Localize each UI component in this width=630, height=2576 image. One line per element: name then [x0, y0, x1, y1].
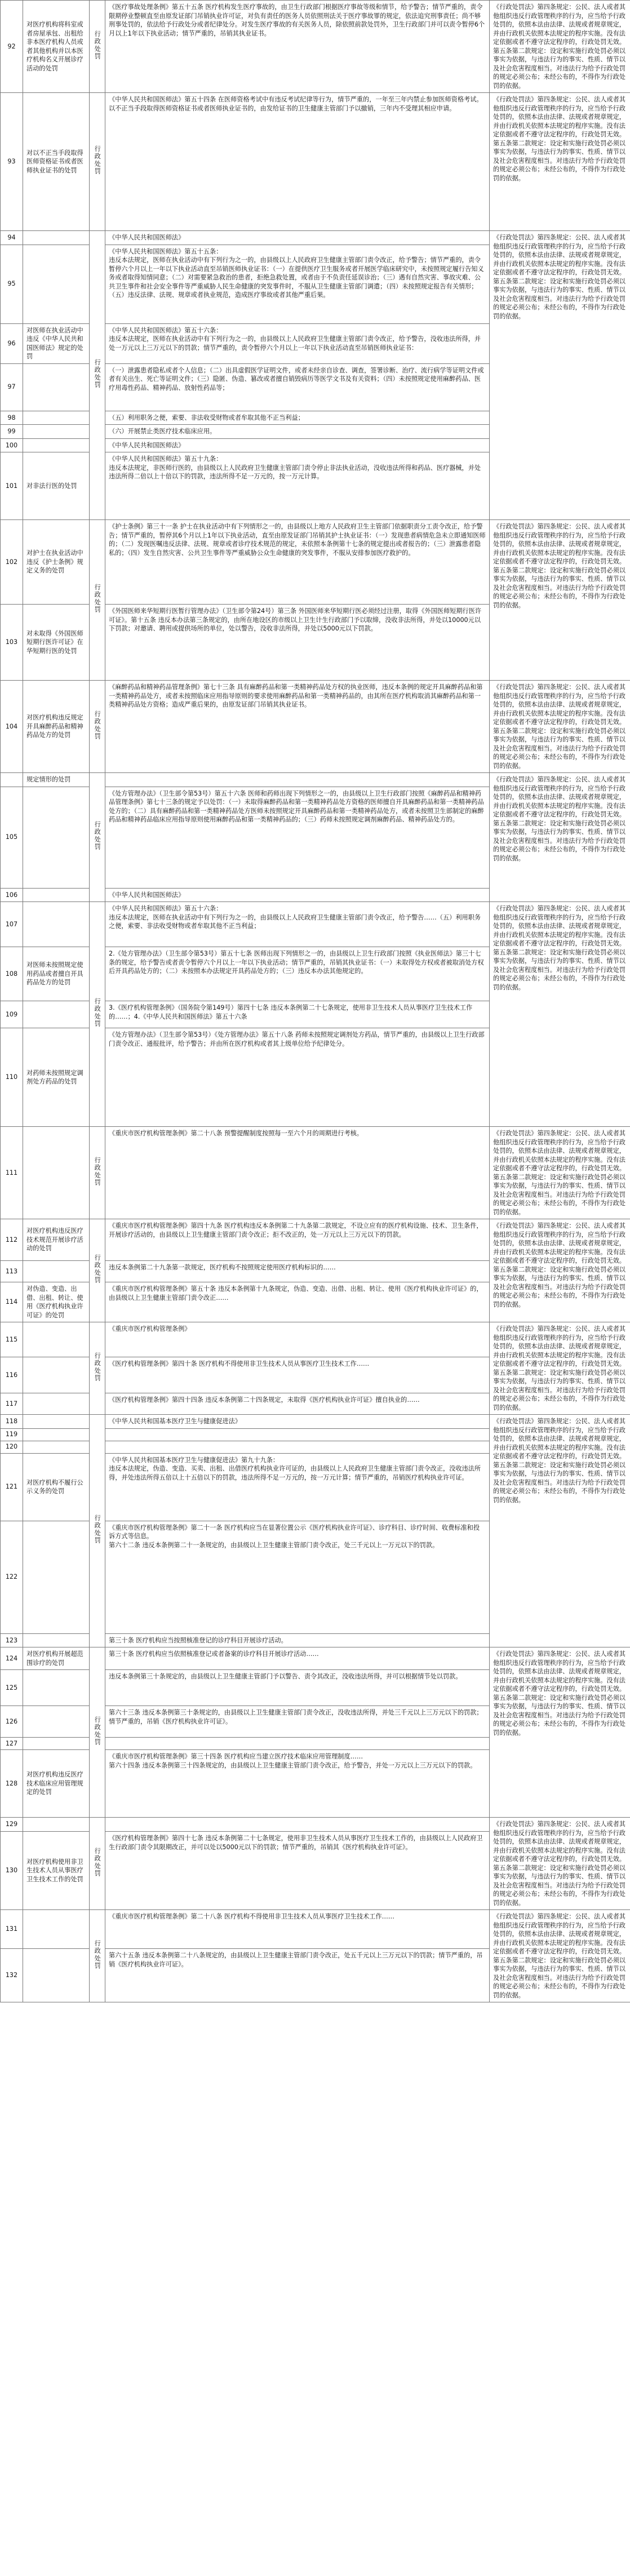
- item-category-label: 行政处罚: [94, 145, 101, 176]
- legal-basis: [105, 520, 490, 605]
- item-name: 对医师未按照规定使用药品或者擅自开具药品处方的处罚: [23, 947, 90, 1001]
- legal-basis: [105, 1428, 490, 1441]
- legal-basis-text: 第六十三条 违反本条例第三十条规定的，由县级以上卫生健康主管部门责令改正，没收违法所得，并处三千元以上三万元以下的罚款；情节严重的，吊销《医疗机构执业许可证》。: [109, 1709, 483, 1725]
- legal-basis: [105, 787, 490, 888]
- row-number: 100: [1, 438, 23, 452]
- legal-basis: [105, 1441, 490, 1453]
- item-name: [23, 438, 90, 452]
- penalty-law-note: [490, 1322, 630, 1415]
- row-number: 103: [1, 605, 23, 681]
- legal-basis-text: 《医疗事故处理条例》第五十五条 医疗机构发生医疗事故的，由卫生行政部门根据医疗事故等级和情节，给予警告；情节严重的，责令限期停业整顿直至由原发证部门吊销执业许可证，对负有责任的医务人员依照刑法关于医疗事故罪的规定，依法追究刑事责任；尚不够刑事处罚的，依法给予行政处分或者纪律处分。对发生医疗事故的有关医务人员，除依照前款处罚外，卫生行政部门并可以责令暂停6个月以上1年以下执业活动；情节严重的，吊销其执业证书。: [109, 3, 485, 37]
- item-name: [23, 1127, 90, 1219]
- item-category: [90, 1219, 105, 1322]
- legal-basis: [105, 1818, 490, 1832]
- legal-basis-text: 《处方管理办法》（卫生部令第53号）第五十六条 医师和药师出现下列情形之一的，由县级以上卫生行政部门按照《麻醉药品和精神药品管理条例》第七十三条的规定予以处罚：（一）未取得麻醉药品和第一类精神药品处方资格的医师擅自开具麻醉药品和第一类精神药品处方的；（二）具有麻醉药品和第一类精神药品处方医师未按照规定开具麻醉药品和第一类精神药品处方，或者未按照卫生部制定的麻醉药品和精神药品临床应用指导原则使用麻醉药品和第一类精神药品的；（三）药师未按照规定调剂麻醉药品、精神药品处方的。: [109, 789, 484, 823]
- legal-basis-text: 违反本条例第三十条规定的，由县级以上卫生健康主管部门予以警告、责令其改正，没收违法所得，并可以根据情节处以罚款。: [109, 1673, 462, 1680]
- item-name: [23, 1001, 90, 1028]
- legal-basis: [105, 1, 490, 93]
- item-name: [23, 1818, 90, 1832]
- row-number: [1, 773, 23, 787]
- penalty-law-note-text: 《行政处罚法》第四条规定：公民、法人或者其他组织违反行政管理秩序的行为，应当给予行政处罚的，依照本法由法律、法规或者规章规定，并由行政机关依照本法规定的程序实施。没有法定依据或者不遵守法定程序的，行政处罚无效。第五条第二款规定：设定和实施行政处罚必须以事实为依据，与违法行为的事实、性质、情节以及社会危害程度相当。对违法行为给予行政处罚的规定必须公布；未经公布的，不得作为行政处罚的依据。: [493, 1222, 625, 1308]
- legal-basis-text: 《医疗机构管理条例》第四十七条 违反本条例第二十七条规定，使用非卫生技术人员从事医疗卫生技术工作的，由县级以上人民政府卫生行政部门责令其限期改正，并可以处以5000元以下的罚款；情节严重的，吊销其《医疗机构执业许可证》。: [109, 1835, 483, 1851]
- row-number: 114: [1, 1282, 23, 1322]
- item-category: [90, 1, 105, 93]
- row-number: 123: [1, 1633, 23, 1647]
- item-category-label: 行政处罚: [94, 1939, 101, 1970]
- legal-basis-text: （六）开展禁止类医疗技术临床应用。: [109, 428, 216, 435]
- row-number: 99: [1, 425, 23, 439]
- item-category-label: 行政处罚: [94, 1352, 101, 1382]
- row-number: 127: [1, 1738, 23, 1750]
- legal-basis-text: 《护士条例》第三十一条 护士在执业活动中有下列情形之一的，由县级以上地方人民政府卫生主管部门依据职责分工责令改正，给予警告；情节严重的，暂停其6个月以上1年以下执业活动，直至由原发证部门吊销其护士执业证书：（一）发现患者病情危急未立即通知医师的；（二）发现医嘱违反法律、法规、规章或者诊疗技术规范的规定，未依照本条例第十七条的规定提出或者报告的；（三）泄露患者隐私的；（四）发生自然灾害、公共卫生事件等严重威胁公众生命健康的突发事件，不服从安排参加医疗救护的。: [109, 523, 486, 557]
- item-name: [23, 888, 90, 902]
- penalty-law-note: [490, 1, 630, 93]
- legal-basis-text: 《麻醉药品和精神药品管理条例》第七十三条 具有麻醉药品和第一类精神药品处方权的执业医师，违反本条例的规定开具麻醉药品和第一类精神药品处方，或者未按照临床应用指导原则的要求使用麻醉药品和第一类精神药品的，由其所在医疗机构取消其麻醉药品和第一类精神药品处方资格；造成严重后果的，由原发证部门吊销其执业证书。: [109, 683, 483, 708]
- legal-basis: [105, 605, 490, 681]
- penalty-law-note: [490, 681, 630, 773]
- item-category: [90, 1818, 105, 1910]
- legal-basis: [105, 411, 490, 425]
- row-number: 116: [1, 1357, 23, 1393]
- table-row: [1, 1818, 630, 1832]
- table-row: [1, 93, 630, 231]
- penalty-law-note: [490, 902, 630, 1127]
- item-name: [23, 1670, 90, 1706]
- penalty-law-note: [490, 773, 630, 902]
- legal-basis-text: （五）利用职务之便，索要、非法收受财物或者牟取其他不正当利益；: [109, 414, 304, 421]
- legal-basis-text: 2.《处方管理办法》（卫生部令第53号）第五十七条 医师出现下列情形之一的，由县级以上卫生行政部门按照《执业医师法》第三十七条的规定，给予警告或者责令暂停六个月以上一年以下执业活动；情节严重的，吊销其执业证书：（一）未取得处方权或者被取消处方权后开具药品处方的；（二）未按照本办法规定开具药品处方的；（三）违反本办法其他规定的。: [109, 950, 484, 975]
- item-category: [90, 681, 105, 773]
- item-category-label: 行政处罚: [94, 1716, 101, 1746]
- legal-basis: [105, 1910, 490, 1949]
- item-category: [90, 520, 105, 681]
- row-number: 118: [1, 1415, 23, 1429]
- item-name: [23, 1261, 90, 1282]
- item-name: 对非法行医的处罚: [23, 452, 90, 520]
- row-number: 93: [1, 93, 23, 231]
- legal-basis: [105, 1521, 490, 1633]
- legal-basis: [105, 1393, 490, 1415]
- item-name: [23, 1322, 90, 1357]
- row-number: 131: [1, 1910, 23, 1949]
- penalty-law-note: [490, 1415, 630, 1647]
- legal-basis-text: 第六十五条 违反本条例第二十八条规定的，由县级以上卫生健康主管部门责令改正，处五千元以上三万元以下的罚款；情节严重的，吊销《医疗机构执业许可证》。: [109, 1952, 483, 1968]
- item-category-label: 行政处罚: [94, 1156, 101, 1187]
- item-name: 对医疗机构违反规定开具麻醉药品和精神药品处方的处罚: [23, 681, 90, 773]
- row-number: 128: [1, 1750, 23, 1818]
- row-number: 112: [1, 1219, 23, 1261]
- penalty-law-note-text: 《行政处罚法》第四条规定：公民、法人或者其他组织违反行政管理秩序的行为，应当给予行政处罚的，依照本法由法律、法规或者规章规定，并由行政机关依照本法规定的程序实施。没有法定依据或者不遵守法定程序的，行政处罚无效。第五条第二款规定：设定和实施行政处罚必须以事实为依据，与违法行为的事实、性质、情节以及社会危害程度相当。对违法行为给予行政处罚的规定必须公布；未经公布的，不得作为行政处罚的依据。: [493, 234, 625, 320]
- legal-basis: [105, 773, 490, 787]
- row-number: 98: [1, 411, 23, 425]
- legal-basis-text: 《中华人民共和国医师法》第五十六条： 违反本法规定，医师在执业活动中有下列行为之一的，由县级以上人民政府卫生健康主管部门责令改正，给予警告，没收违法所得，并处一万元以上三万元以下的罚款；情节严重的，责令暂停六个月以上一年以下执业活动直至吊销医师执业证书：: [109, 326, 481, 352]
- item-name: [23, 1521, 90, 1633]
- item-name: [23, 1428, 90, 1441]
- legal-basis-text: 3.《医疗机构管理条例》（国务院令第149号）第四十七条 违反本条例第二十七条规定，使用非卫生技术人员从事医疗卫生技术工作的……；4.《中华人民共和国医师法》第五十六条: [109, 1004, 473, 1020]
- item-name: [23, 425, 90, 439]
- item-category-label: 行政处罚: [94, 30, 101, 60]
- legal-basis-text: 《重庆市医疗机构管理条例》第五十条 违反本条例第十九条规定，伪造、变造、出借、出租、转让、使用《医疗机构执业许可证》的，由县级以上卫生健康主管部门责令改正……: [109, 1285, 483, 1302]
- row-number: 107: [1, 902, 23, 947]
- penalty-law-note: [490, 231, 630, 520]
- item-name: [23, 1415, 90, 1429]
- item-name: 对医疗机构开展超范围诊疗的处罚: [23, 1647, 90, 1670]
- penalty-table-body: [1, 1, 630, 2002]
- penalty-law-note: [490, 93, 630, 231]
- table-row: [1, 520, 630, 605]
- row-number: 105: [1, 787, 23, 888]
- item-name: 对医师在执业活动中违反《中华人民共和国医师法》规定的处罚: [23, 323, 90, 363]
- penalty-law-note-text: 《行政处罚法》第四条规定：公民、法人或者其他组织违反行政管理秩序的行为，应当给予行政处罚的，依照本法由法律、法规或者规章规定，并由行政机关依照本法规定的程序实施。没有法定依据或者不遵守法定程序的，行政处罚无效。第五条第二款规定：设定和实施行政处罚必须以事实为依据，与违法行为的事实、性质、情节以及社会危害程度相当。对违法行为给予行政处罚的规定必须公布；未经公布的，不得作为行政处罚的依据。: [493, 96, 625, 182]
- row-number: 102: [1, 520, 23, 605]
- legal-basis-text: 《中华人民共和国基本医疗卫生与健康促进法》: [109, 1418, 241, 1425]
- legal-basis: [105, 1633, 490, 1647]
- item-category: [90, 1127, 105, 1219]
- legal-basis-text: 《重庆市医疗机构管理条例》第二十八条 医疗机构不得使用非卫生技术人员从事医疗卫生技术工作……: [109, 1913, 394, 1920]
- row-number: 132: [1, 1949, 23, 2002]
- row-number: 120: [1, 1441, 23, 1453]
- penalty-law-note-text: 《行政处罚法》第四条规定：公民、法人或者其他组织违反行政管理秩序的行为，应当给予行政处罚的，依照本法由法律、法规或者规章规定，并由行政机关依照本法规定的程序实施。没有法定依据或者不遵守法定程序的，行政处罚无效。第五条第二款规定：设定和实施行政处罚必须以事实为依据，与违法行为的事实、性质、情节以及社会危害程度相当。对违法行为给予行政处罚的规定必须公布；未经公布的，不得作为行政处罚的依据。: [493, 1913, 625, 1999]
- legal-basis: [105, 1647, 490, 1670]
- table-row: [1, 1910, 630, 1949]
- row-number: 129: [1, 1818, 23, 1832]
- table-row: [1, 1219, 630, 1261]
- legal-basis: [105, 323, 490, 363]
- legal-basis-text: 《医疗机构管理条例》第四十条 医疗机构不得使用非卫生技术人员从事医疗卫生技术工作……: [109, 1360, 370, 1367]
- item-name: [23, 245, 90, 323]
- legal-basis-text: 《外国医师来华短期行医暂行管理办法》（卫生部令第24号）第三条 外国医师来华短期行医必须经过注册，取得《外国医师短期行医许可证》。第十五条 违反本办法第三条规定的，由所在地设区的市级以上卫生计生行政部门予以取缔，没收非法所得，并处以10000元以下罚款；对邀请、聘用或提供场所的单位，处以警告，没收非法所得，并处以5000元以下罚款。: [109, 607, 482, 632]
- legal-basis: [105, 363, 490, 411]
- legal-basis-text: （一）泄露患者隐私或者个人信息；（二）出具虚假医学证明文件，或者未经亲自诊查、调查，签署诊断、治疗、流行病学等证明文件或者有关出生、死亡等证明文件；（三）隐匿、伪造、篡改或者擅自销毁病历等医学文书及有关资料；（四）未按照规定使用麻醉药品、医疗用毒性药品、精神药品、放射性药品等；: [109, 366, 484, 392]
- legal-basis: [105, 681, 490, 773]
- table-row: [1, 681, 630, 773]
- legal-basis: [105, 1261, 490, 1282]
- legal-basis: [105, 1219, 490, 1261]
- item-name: 对药师未按照规定调剂处方药品的处罚: [23, 1028, 90, 1127]
- item-name: 对医疗机构将科室或者房屋承包、出租给非本医疗机构人员或者其他机构并以本医疗机构名义开展诊疗活动的处罚: [23, 1, 90, 93]
- penalty-law-note: [490, 1818, 630, 1910]
- penalty-law-note: [490, 1127, 630, 1219]
- item-name: 对医疗机构使用非卫生技术人员从事医疗卫生技术工作的处罚: [23, 1832, 90, 1910]
- legal-basis: [105, 1670, 490, 1706]
- legal-basis-text: 《中华人民共和国医师法》: [109, 234, 185, 241]
- penalty-law-note-text: 《行政处罚法》第四条规定：公民、法人或者其他组织违反行政管理秩序的行为，应当给予行政处罚的，依照本法由法律、法规或者规章规定，并由行政机关依照本法规定的程序实施。没有法定依据或者不遵守法定程序的，行政处罚无效。第五条第二款规定：设定和实施行政处罚必须以事实为依据，与违法行为的事实、性质、情节以及社会危害程度相当。对违法行为给予行政处罚的规定必须公布；未经公布的，不得作为行政处罚的依据。: [493, 523, 625, 609]
- row-number: 94: [1, 231, 23, 245]
- item-category: [90, 1415, 105, 1647]
- legal-basis: [105, 888, 490, 902]
- item-name: [23, 1706, 90, 1738]
- legal-basis-text: 《中华人民共和国医师法》: [109, 441, 185, 449]
- item-name: [23, 231, 90, 245]
- penalty-law-note-text: 《行政处罚法》第四条规定：公民、法人或者其他组织违反行政管理秩序的行为，应当给予行政处罚的，依照本法由法律、法规或者规章规定，并由行政机关依照本法规定的程序实施。没有法定依据或者不遵守法定程序的，行政处罚无效。第五条第二款规定：设定和实施行政处罚必须以事实为依据，与违法行为的事实、性质、情节以及社会危害程度相当。对违法行为给予行政处罚的规定必须公布；未经公布的，不得作为行政处罚的依据。: [493, 1418, 625, 1504]
- item-name: 对伪造、变造、出借、出租、转让、使用《医疗机构执业许可证》的处罚: [23, 1282, 90, 1322]
- row-number: 97: [1, 363, 23, 411]
- item-category: [90, 1647, 105, 1818]
- penalty-law-note-text: 《行政处罚法》第四条规定：公民、法人或者其他组织违反行政管理秩序的行为，应当给予行政处罚的，依照本法由法律、法规或者规章规定，并由行政机关依照本法规定的程序实施。没有法定依据或者不遵守法定程序的，行政处罚无效。第五条第二款规定：设定和实施行政处罚必须以事实为依据，与违法行为的事实、性质、情节以及社会危害程度相当。对违法行为给予行政处罚的规定必须公布；未经公布的，不得作为行政处罚的依据。: [493, 776, 625, 862]
- row-number: 106: [1, 888, 23, 902]
- item-name: [23, 902, 90, 947]
- item-name: [23, 1441, 90, 1453]
- legal-basis: [105, 245, 490, 323]
- legal-basis: [105, 1322, 490, 1357]
- row-number: 113: [1, 1261, 23, 1282]
- item-category-label: 行政处罚: [94, 821, 101, 851]
- penalty-law-note-text: 《行政处罚法》第四条规定：公民、法人或者其他组织违反行政管理秩序的行为，应当给予行政处罚的，依照本法由法律、法规或者规章规定，并由行政机关依照本法规定的程序实施。没有法定依据或者不遵守法定程序的，行政处罚无效。第五条第二款规定：设定和实施行政处罚必须以事实为依据，与违法行为的事实、性质、情节以及社会危害程度相当。对违法行为给予行政处罚的规定必须公布；未经公布的，不得作为行政处罚的依据。: [493, 1820, 625, 1907]
- item-category: [90, 902, 105, 1127]
- legal-basis: [105, 1357, 490, 1393]
- legal-basis-text: 《中华人民共和国医师法》第五十五条： 违反本法规定，医师在执业活动中有下列行为之一的，由县级以上人民政府卫生健康主管部门责令改正，给予警告；情节严重的，责令暂停六个月以上一年以下执业活动直至吊销医师执业证书：（一）在提供医疗卫生服务或者开展医学临床研究中，未按照规定履行告知义务或者取得知情同意；（二）对需要紧急救治的患者，拒绝急救处置，或者由于不负责任延误诊治；（三）遇有自然灾害、事故灾难、公共卫生事件和社会安全事件等严重威胁人民生命健康的突发事件时，不服从卫生健康主管部门调遣；（四）未按照规定报告有关情形；（五）违反法律、法规、规章或者执业规范，造成医疗事故或者其他严重后果。: [109, 247, 484, 299]
- legal-basis: [105, 1453, 490, 1521]
- item-category-label: 行政处罚: [94, 1514, 101, 1545]
- legal-basis: [105, 1738, 490, 1750]
- item-name: [23, 1393, 90, 1415]
- row-number: 121: [1, 1453, 23, 1521]
- item-category: [90, 93, 105, 231]
- legal-basis-text: 《重庆市医疗机构管理条例》: [109, 1325, 191, 1333]
- row-number: 124: [1, 1647, 23, 1670]
- row-number: 109: [1, 1001, 23, 1028]
- table-row: [1, 1127, 630, 1219]
- row-number: 122: [1, 1521, 23, 1633]
- legal-basis: [105, 1832, 490, 1910]
- item-category-label: 行政处罚: [94, 998, 101, 1028]
- legal-basis-text: 《处方管理办法》（卫生部令第53号）《处方管理办法》第五十八条 药师未按照规定调剂处方药品，情节严重的，由县级以上卫生行政部门责令改正、通报批评，给予警告；并由所在医疗机构或者其上级单位给予纪律处分。: [109, 1031, 485, 1047]
- legal-basis-text: 《中华人民共和国医师法》第五十九条： 违反本法规定，非医师行医的，由县级以上人民政府卫生健康主管部门责令停止非法执业活动，没收违法所得和药品、医疗器械，并处违法所得二倍以上十倍以下的罚款，违法所得不足一万元的，按一万元计算。: [109, 455, 481, 480]
- penalty-law-note: [490, 1219, 630, 1322]
- item-name: 对未取得《外国医师短期行医许可证》在华短期行医的处罚: [23, 605, 90, 681]
- table-row: [1, 1415, 630, 1429]
- item-category: [90, 1322, 105, 1415]
- table-row: [1, 1647, 630, 1670]
- legal-basis: [105, 425, 490, 439]
- table-row: [1, 1, 630, 93]
- row-number: 126: [1, 1706, 23, 1738]
- legal-basis: [105, 902, 490, 947]
- legal-basis-text: 《中华人民共和国医师法》第五十六条： 违反本法规定，医师在执业活动中有下列行为之一的，由县级以上人民政府卫生健康主管部门责令改正，给予警告……（五）利用职务之便，索要、非法收受财物或者牟取其他不正当利益；: [109, 905, 481, 930]
- item-category-label: 行政处罚: [94, 359, 101, 389]
- item-name: [23, 411, 90, 425]
- penalty-law-note-text: 《行政处罚法》第四条规定：公民、法人或者其他组织违反行政管理秩序的行为，应当给予行政处罚的，依照本法由法律、法规或者规章规定，并由行政机关依照本法规定的程序实施。没有法定依据或者不遵守法定程序的，行政处罚无效。第五条第二款规定：设定和实施行政处罚必须以事实为依据，与违法行为的事实、性质、情节以及社会危害程度相当。对违法行为给予行政处罚的规定必须公布；未经公布的，不得作为行政处罚的依据。: [493, 683, 625, 770]
- table-row: [1, 231, 630, 245]
- row-number: 130: [1, 1832, 23, 1910]
- item-category: [90, 1910, 105, 2002]
- table-row: [1, 1322, 630, 1357]
- penalty-law-note-text: 《行政处罚法》第四条规定：公民、法人或者其他组织违反行政管理秩序的行为，应当给予行政处罚的，依照本法由法律、法规或者规章规定，并由行政机关依照本法规定的程序实施。没有法定依据或者不遵守法定程序的，行政处罚无效。第五条第二款规定：设定和实施行政处罚必须以事实为依据，与违法行为的事实、性质、情节以及社会危害程度相当。对违法行为给予行政处罚的规定必须公布；未经公布的，不得作为行政处罚的依据。: [493, 905, 625, 991]
- row-number: 119: [1, 1428, 23, 1441]
- legal-basis-text: 《重庆市医疗机构管理条例》第二十一条 医疗机构应当在显著位置公示《医疗机构执业许可证》、诊疗科目、诊疗时间、收费标准和投诉方式等信息。 第六十二条 违反本条例第二十一条规定的，由县级以上卫生健康主管部门责令改正，处三千元以上一万元以下的罚款。: [109, 1524, 480, 1549]
- row-number: 111: [1, 1127, 23, 1219]
- item-category-label: 行政处罚: [94, 710, 101, 740]
- row-number: 110: [1, 1028, 23, 1127]
- penalty-law-note-text: 《行政处罚法》第四条规定：公民、法人或者其他组织违反行政管理秩序的行为，应当给予行政处罚的，依照本法由法律、法规或者规章规定，并由行政机关依照本法规定的程序实施。没有法定依据或者不遵守法定程序的，行政处罚无效。第五条第二款规定：设定和实施行政处罚必须以事实为依据，与违法行为的事实、性质、情节以及社会危害程度相当。对违法行为给予行政处罚的规定必须公布；未经公布的，不得作为行政处罚的依据。: [493, 1325, 625, 1411]
- legal-basis: [105, 93, 490, 231]
- item-name: 对医疗机构违反医疗技术临床应用管理规定的处罚: [23, 1750, 90, 1818]
- row-number: 104: [1, 681, 23, 773]
- item-name: 对医疗机构不履行公示义务的处罚: [23, 1453, 90, 1521]
- legal-basis-text: 违反本条例第二十九条第一款规定，医疗机构不按照规定使用医疗机构标识的……: [109, 1264, 336, 1271]
- penalty-law-note-text: 《行政处罚法》第四条规定：公民、法人或者其他组织违反行政管理秩序的行为，应当给予行政处罚的，依照本法由法律、法规或者规章规定，并由行政机关依照本法规定的程序实施。没有法定依据或者不遵守法定程序的，行政处罚无效。第五条第二款规定：设定和实施行政处罚必须以事实为依据，与违法行为的事实、性质、情节以及社会危害程度相当。对违法行为给予行政处罚的规定必须公布；未经公布的，不得作为行政处罚的依据。: [493, 1130, 625, 1216]
- item-name: [23, 1738, 90, 1750]
- legal-basis: [105, 1415, 490, 1429]
- table-row: [1, 773, 630, 787]
- legal-basis: [105, 1282, 490, 1322]
- item-name: [23, 787, 90, 888]
- item-name: [23, 1357, 90, 1393]
- legal-basis: [105, 947, 490, 1001]
- item-name: [23, 1910, 90, 1949]
- row-number: 125: [1, 1670, 23, 1706]
- row-number: 96: [1, 323, 23, 363]
- penalty-law-note-text: 《行政处罚法》第四条规定：公民、法人或者其他组织违反行政管理秩序的行为，应当给予行政处罚的，依照本法由法律、法规或者规章规定，并由行政机关依照本法规定的程序实施。没有法定依据或者不遵守法定程序的，行政处罚无效。第五条第二款规定：设定和实施行政处罚必须以事实为依据，与违法行为的事实、性质、情节以及社会危害程度相当。对违法行为给予行政处罚的规定必须公布；未经公布的，不得作为行政处罚的依据。: [493, 1650, 625, 1736]
- item-name: [23, 1633, 90, 1647]
- legal-basis: [105, 231, 490, 245]
- legal-basis-text: 第三十条 医疗机构应当按照核准登记的诊疗科目开展诊疗活动。: [109, 1636, 287, 1644]
- item-category: [90, 773, 105, 902]
- item-category: [90, 231, 105, 520]
- penalty-law-note-text: 《行政处罚法》第四条规定：公民、法人或者其他组织违反行政管理秩序的行为，应当给予行政处罚的，依照本法由法律、法规或者规章规定，并由行政机关依照本法规定的程序实施。没有法定依据或者不遵守法定程序的，行政处罚无效。第五条第二款规定：设定和实施行政处罚必须以事实为依据，与违法行为的事实、性质、情节以及社会危害程度相当。对违法行为给予行政处罚的规定必须公布；未经公布的，不得作为行政处罚的依据。: [493, 3, 625, 90]
- table-row: [1, 902, 630, 947]
- legal-basis: [105, 1001, 490, 1028]
- legal-basis-text: 《重庆市医疗机构管理条例》第二十八条 预警提醒制度按照每一至六个月的周期进行考核。: [109, 1130, 363, 1137]
- row-number: 101: [1, 452, 23, 520]
- legal-basis-text: 《中华人民共和国基本医疗卫生与健康促进法》第九十九条： 违反本法规定，伪造、变造、买卖、出租、出借医疗机构执业许可证的，由县级以上人民政府卫生健康主管部门责令改正，没收违法所得，并处违法所得五倍以上十五倍以下的罚款，违法所得不足一万元的，按一万元计算；情节严重的，吊销医疗机构执业许可证。: [109, 1456, 481, 1481]
- penalty-law-note: [490, 1910, 630, 2002]
- item-category-label: 行政处罚: [94, 1254, 101, 1285]
- legal-basis-text: 《重庆市医疗机构管理条例》第四十九条 医疗机构违反本条例第二十九条第二款规定，不设立应有的医疗机构设施、技术、卫生条件，开展诊疗活动的，由县级以上卫生健康主管部门责令改正；拒不改正的，处一万元以上三万元以下的罚款。: [109, 1222, 483, 1238]
- item-name: [23, 363, 90, 411]
- legal-basis-text: 《中华人民共和国医师法》: [109, 891, 185, 899]
- legal-basis: [105, 1028, 490, 1127]
- legal-basis: [105, 1127, 490, 1219]
- legal-basis-text: 《重庆市医疗机构管理条例》第三十四条 医疗机构应当建立医疗技术临床应用管理制度…… 第六十四条 违反本条例第三十四条规定的，由县级以上卫生健康主管部门责令改正，给予警告，并处一万元以上三万元以下的罚款。: [109, 1753, 477, 1769]
- legal-basis: [105, 1706, 490, 1738]
- row-number: 115: [1, 1322, 23, 1357]
- legal-basis: [105, 438, 490, 452]
- item-name: 对以不正当手段取得医师资格证书或者医师执业证书的处罚: [23, 93, 90, 231]
- item-category-label: 行政处罚: [94, 1847, 101, 1877]
- row-number: 117: [1, 1393, 23, 1415]
- item-name: [23, 1949, 90, 2002]
- item-category-label: 行政处罚: [94, 584, 101, 614]
- row-number: 108: [1, 947, 23, 1001]
- legal-basis-text: 《医疗机构管理条例》第四十四条 违反本条例第二十四条规定，未取得《医疗机构执业许可证》擅自执业的……: [109, 1396, 420, 1404]
- legal-basis-text: 《中华人民共和国医师法》第五十四条 在医师资格考试中有违反考试纪律等行为，情节严重的，一年至三年内禁止参加医师资格考试。以不正当手段取得医师资格证书或者医师执业证书的，由发给证书的卫生健康主管部门予以撤销，三年内不受理其相应申请。: [109, 96, 483, 112]
- penalty-law-note: [490, 520, 630, 681]
- penalty-law-note: [490, 1647, 630, 1818]
- row-number: 95: [1, 245, 23, 323]
- row-number: 92: [1, 1, 23, 93]
- legal-basis-text: 第三十条 医疗机构应当依照核准登记或者备案的诊疗科目开展诊疗活动……: [109, 1650, 319, 1658]
- legal-basis: [105, 1949, 490, 2002]
- legal-basis: [105, 452, 490, 520]
- item-name: 对护士在执业活动中违反《护士条例》规定义务的处罚: [23, 520, 90, 605]
- item-name: 对医疗机构违反医疗技术规范开展诊疗活动的处罚: [23, 1219, 90, 1261]
- item-name: 规定情形的处罚: [23, 773, 90, 787]
- legal-basis: [105, 1750, 490, 1818]
